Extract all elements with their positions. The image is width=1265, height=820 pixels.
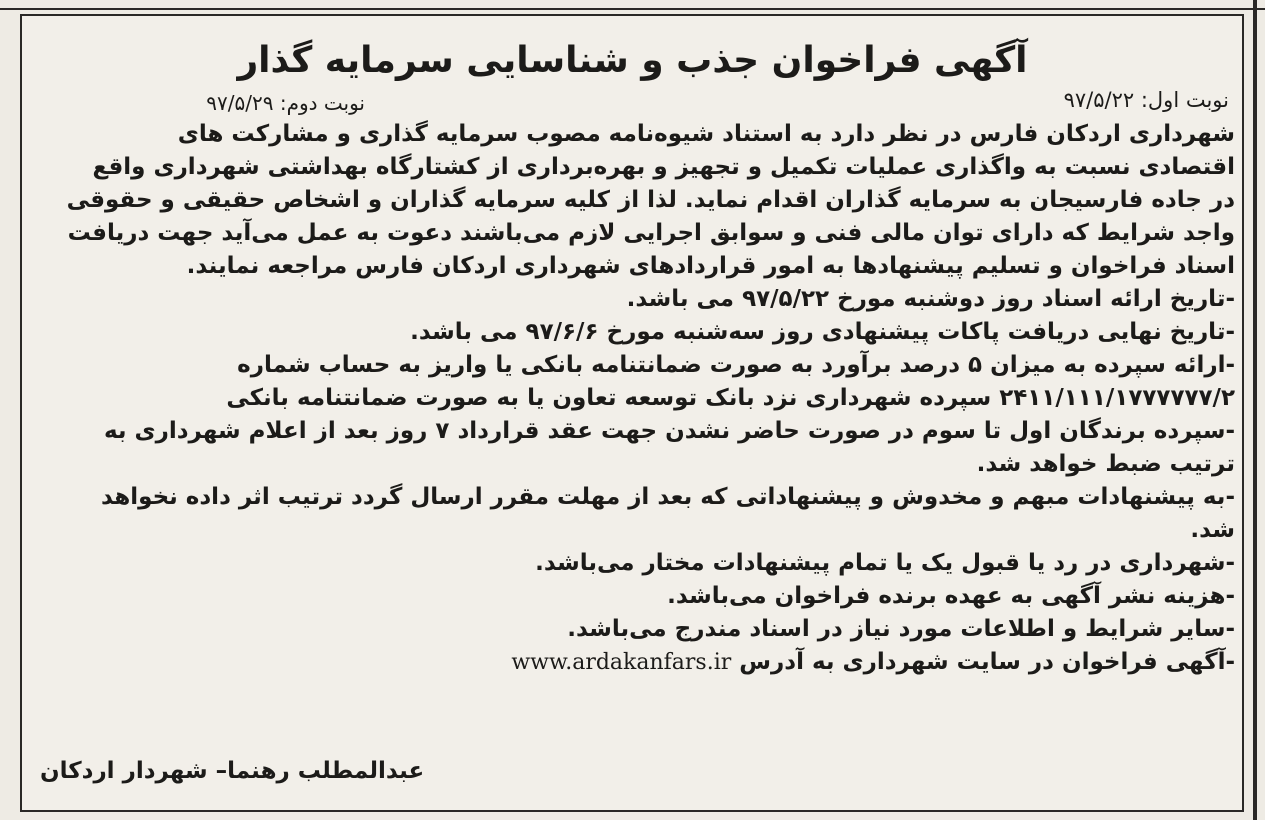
clause-line: -سپرده برندگان اول تا سوم در صورت حاضر نشدن جهت عقد قرارداد ۷ روز بعد از اعلام شهرداری به xyxy=(103,418,1235,444)
clause-line: -تاریخ ارائه اسناد روز دوشنبه مورخ ۹۷/۵/۲۲ می باشد. xyxy=(626,286,1235,312)
clause-line: -شهرداری در رد یا قبول یک یا تمام پیشنهادات مختار می‌باشد. xyxy=(535,550,1235,576)
top-border xyxy=(0,0,1265,10)
clause-line: -تاریخ نهایی دریافت پاکات پیشنهادی روز سه‌شنبه مورخ ۹۷/۶/۶ می باشد. xyxy=(410,319,1235,345)
clause-line: -هزینه نشر آگهی به عهده برنده فراخوان می‌باشد. xyxy=(667,583,1235,609)
clause-line: ۲۴۱۱/۱۱۱/۱۷۷۷۷۷۷/۲ سپرده شهرداری نزد بانک توسعه تعاون یا به صورت ضمانتنامه بانکی xyxy=(226,385,1235,411)
website-url-link[interactable]: www.ardakanfars.ir xyxy=(511,650,732,675)
clause-line: -سایر شرایط و اطلاعات مورد نیاز در اسناد مندرج می‌باشد. xyxy=(567,616,1235,642)
intro-line: اقتصادی نسبت به واگذاری عملیات تکمیل و تجهیز و بهره‌برداری از کشتارگاه بهداشتی شهرداری واقع xyxy=(92,154,1235,180)
website-clause-text: -آگهی فراخوان در سایت شهرداری به آدرس xyxy=(739,649,1235,675)
intro-line: شهرداری اردکان فارس در نظر دارد به استناد شیوه‌نامه مصوب سرمایه گذاری و مشارکت های xyxy=(177,121,1235,147)
website-clause-line xyxy=(36,646,1235,679)
notice-title: آگهی فراخوان جذب و شناسایی سرمایه گذار xyxy=(237,40,1028,81)
intro-line: اسناد فراخوان و تسلیم پیشنهادها به امور قراردادهای شهرداری اردکان فارس مراجعه نمایند. xyxy=(186,253,1235,279)
notice-body xyxy=(36,118,1235,679)
intro-line: واجد شرایط که دارای توان مالی فنی و سوابق اجرایی لازم می‌باشند دعوت به عمل می‌آید جهت دریافت xyxy=(67,220,1235,246)
clause-line: -به پیشنهادات مبهم و مخدوش و پیشنهاداتی که بعد از مهلت مقرر ارسال گردد ترتیب اثر داده نخواهد xyxy=(101,484,1235,510)
first-publication-date: نوبت اول: ۹۷/۵/۲۲ xyxy=(1063,88,1229,112)
right-border xyxy=(1253,0,1257,820)
clause-line: شد. xyxy=(1190,517,1235,543)
clause-line: -ارائه سپرده به میزان ۵ درصد برآورد به صورت ضمانتنامه بانکی یا واریز به حساب شماره xyxy=(237,352,1235,378)
second-publication-date: نوبت دوم: ۹۷/۵/۲۹ xyxy=(206,91,365,115)
clause-line: ترتیب ضبط خواهد شد. xyxy=(976,451,1235,477)
mayor-signature: عبدالمطلب رهنما– شهردار اردکان xyxy=(40,758,425,784)
intro-line: در جاده فارسیجان به سرمایه گذاران اقدام نماید. لذا از کلیه سرمایه گذاران و اشخاص حقیقی و حقوقی xyxy=(66,187,1235,213)
